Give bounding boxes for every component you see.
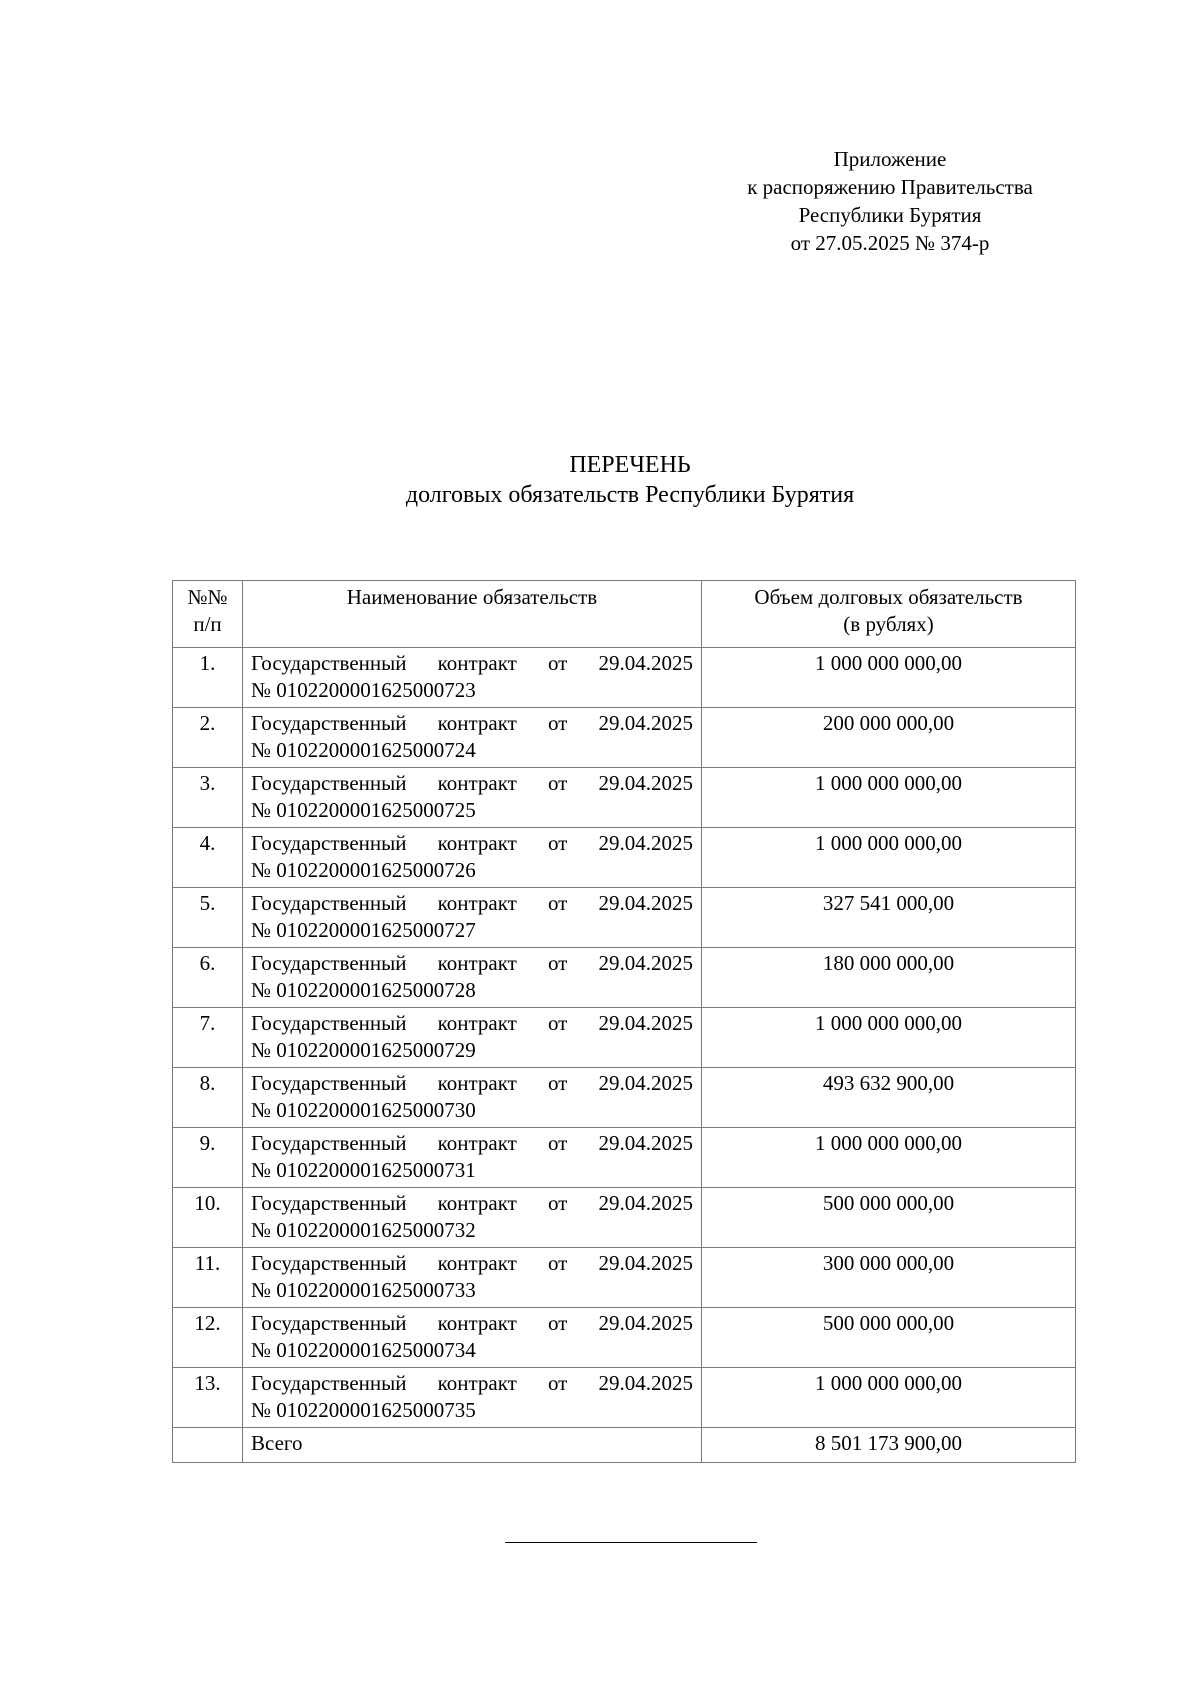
table-row xyxy=(173,1308,1076,1368)
row-number: 12. xyxy=(173,1308,243,1368)
row-name xyxy=(243,1008,702,1068)
row-name-line2: № 0102200001625000730 xyxy=(251,1098,476,1122)
row-name-line1: Государственный контракт от 29.04.2025 xyxy=(251,951,693,975)
appendix-date-number: от 27.05.2025 № 374-р xyxy=(790,231,990,255)
row-amount: 1 000 000 000,00 xyxy=(702,828,1076,888)
table-row xyxy=(173,1188,1076,1248)
row-name xyxy=(243,1308,702,1368)
table-row xyxy=(173,1248,1076,1308)
row-name-line2: № 0102200001625000729 xyxy=(251,1038,476,1062)
row-name xyxy=(243,888,702,948)
row-name-line1: Государственный контракт от 29.04.2025 xyxy=(251,891,693,915)
row-name xyxy=(243,648,702,708)
appendix-header xyxy=(700,145,1080,257)
row-name-line2: № 0102200001625000726 xyxy=(251,858,476,882)
row-name xyxy=(243,1368,702,1428)
total-label: Всего xyxy=(243,1428,702,1463)
row-name-line2: № 0102200001625000728 xyxy=(251,978,476,1002)
row-number: 10. xyxy=(173,1188,243,1248)
table-header-row xyxy=(173,581,1076,648)
header-amount-line1: Объем долговых обязательств xyxy=(754,585,1023,609)
row-name-line1: Государственный контракт от 29.04.2025 xyxy=(251,831,693,855)
row-name-line1: Государственный контракт от 29.04.2025 xyxy=(251,1011,693,1035)
row-number: 9. xyxy=(173,1128,243,1188)
document-title-sub: долговых обязательств Республики Бурятия xyxy=(405,482,855,508)
table-row xyxy=(173,648,1076,708)
row-number: 11. xyxy=(173,1248,243,1308)
row-number: 3. xyxy=(173,768,243,828)
row-name xyxy=(243,1068,702,1128)
total-number xyxy=(173,1428,243,1463)
row-amount: 1 000 000 000,00 xyxy=(702,768,1076,828)
row-name xyxy=(243,1128,702,1188)
table-row xyxy=(173,1128,1076,1188)
row-amount: 500 000 000,00 xyxy=(702,1308,1076,1368)
table-row xyxy=(173,828,1076,888)
row-number: 5. xyxy=(173,888,243,948)
row-amount: 200 000 000,00 xyxy=(702,708,1076,768)
document-title xyxy=(170,450,1090,510)
header-amount-line2: (в рублях) xyxy=(843,612,934,636)
row-name-line2: № 0102200001625000731 xyxy=(251,1158,476,1182)
row-number: 4. xyxy=(173,828,243,888)
row-number: 7. xyxy=(173,1008,243,1068)
row-name xyxy=(243,768,702,828)
total-amount: 8 501 173 900,00 xyxy=(702,1428,1076,1463)
row-name-line1: Государственный контракт от 29.04.2025 xyxy=(251,1371,693,1395)
row-name xyxy=(243,708,702,768)
row-amount: 327 541 000,00 xyxy=(702,888,1076,948)
table-row xyxy=(173,708,1076,768)
document-title-main: ПЕРЕЧЕНЬ xyxy=(569,452,691,478)
row-name-line1: Государственный контракт от 29.04.2025 xyxy=(251,651,693,675)
table-row xyxy=(173,1008,1076,1068)
row-amount: 300 000 000,00 xyxy=(702,1248,1076,1308)
row-number: 6. xyxy=(173,948,243,1008)
row-name-line2: № 0102200001625000727 xyxy=(251,918,476,942)
table-total-row xyxy=(173,1428,1076,1463)
row-amount: 1 000 000 000,00 xyxy=(702,1008,1076,1068)
row-name xyxy=(243,1248,702,1308)
row-name-line1: Государственный контракт от 29.04.2025 xyxy=(251,711,693,735)
row-amount: 1 000 000 000,00 xyxy=(702,1368,1076,1428)
row-name-line2: № 0102200001625000724 xyxy=(251,738,476,762)
debt-obligations-table xyxy=(172,580,1076,1463)
header-number-line1: №№ xyxy=(187,585,228,609)
row-name-line2: № 0102200001625000735 xyxy=(251,1398,476,1422)
table-row xyxy=(173,948,1076,1008)
header-number xyxy=(173,581,243,648)
row-name-line1: Государственный контракт от 29.04.2025 xyxy=(251,1191,693,1215)
header-name: Наименование обязательств xyxy=(243,581,702,648)
row-name xyxy=(243,1188,702,1248)
appendix-reference: к распоряжению Правительства xyxy=(747,175,1033,199)
end-divider-line xyxy=(505,1542,757,1543)
row-name-line1: Государственный контракт от 29.04.2025 xyxy=(251,771,693,795)
row-name-line2: № 0102200001625000723 xyxy=(251,678,476,702)
row-name-line2: № 0102200001625000725 xyxy=(251,798,476,822)
row-amount: 500 000 000,00 xyxy=(702,1188,1076,1248)
header-number-line2: п/п xyxy=(193,612,222,636)
row-name-line2: № 0102200001625000734 xyxy=(251,1338,476,1362)
row-name-line1: Государственный контракт от 29.04.2025 xyxy=(251,1131,693,1155)
row-name-line1: Государственный контракт от 29.04.2025 xyxy=(251,1071,693,1095)
table-row xyxy=(173,768,1076,828)
row-name xyxy=(243,828,702,888)
row-number: 8. xyxy=(173,1068,243,1128)
header-amount xyxy=(702,581,1076,648)
appendix-region: Республики Бурятия xyxy=(798,203,982,227)
appendix-title: Приложение xyxy=(833,147,947,171)
row-amount: 1 000 000 000,00 xyxy=(702,1128,1076,1188)
row-name-line2: № 0102200001625000733 xyxy=(251,1278,476,1302)
row-amount: 493 632 900,00 xyxy=(702,1068,1076,1128)
row-name xyxy=(243,948,702,1008)
table-row xyxy=(173,888,1076,948)
row-name-line1: Государственный контракт от 29.04.2025 xyxy=(251,1311,693,1335)
row-number: 1. xyxy=(173,648,243,708)
row-name-line2: № 0102200001625000732 xyxy=(251,1218,476,1242)
row-number: 2. xyxy=(173,708,243,768)
table-row xyxy=(173,1368,1076,1428)
table-row xyxy=(173,1068,1076,1128)
row-amount: 180 000 000,00 xyxy=(702,948,1076,1008)
row-amount: 1 000 000 000,00 xyxy=(702,648,1076,708)
row-number: 13. xyxy=(173,1368,243,1428)
row-name-line1: Государственный контракт от 29.04.2025 xyxy=(251,1251,693,1275)
